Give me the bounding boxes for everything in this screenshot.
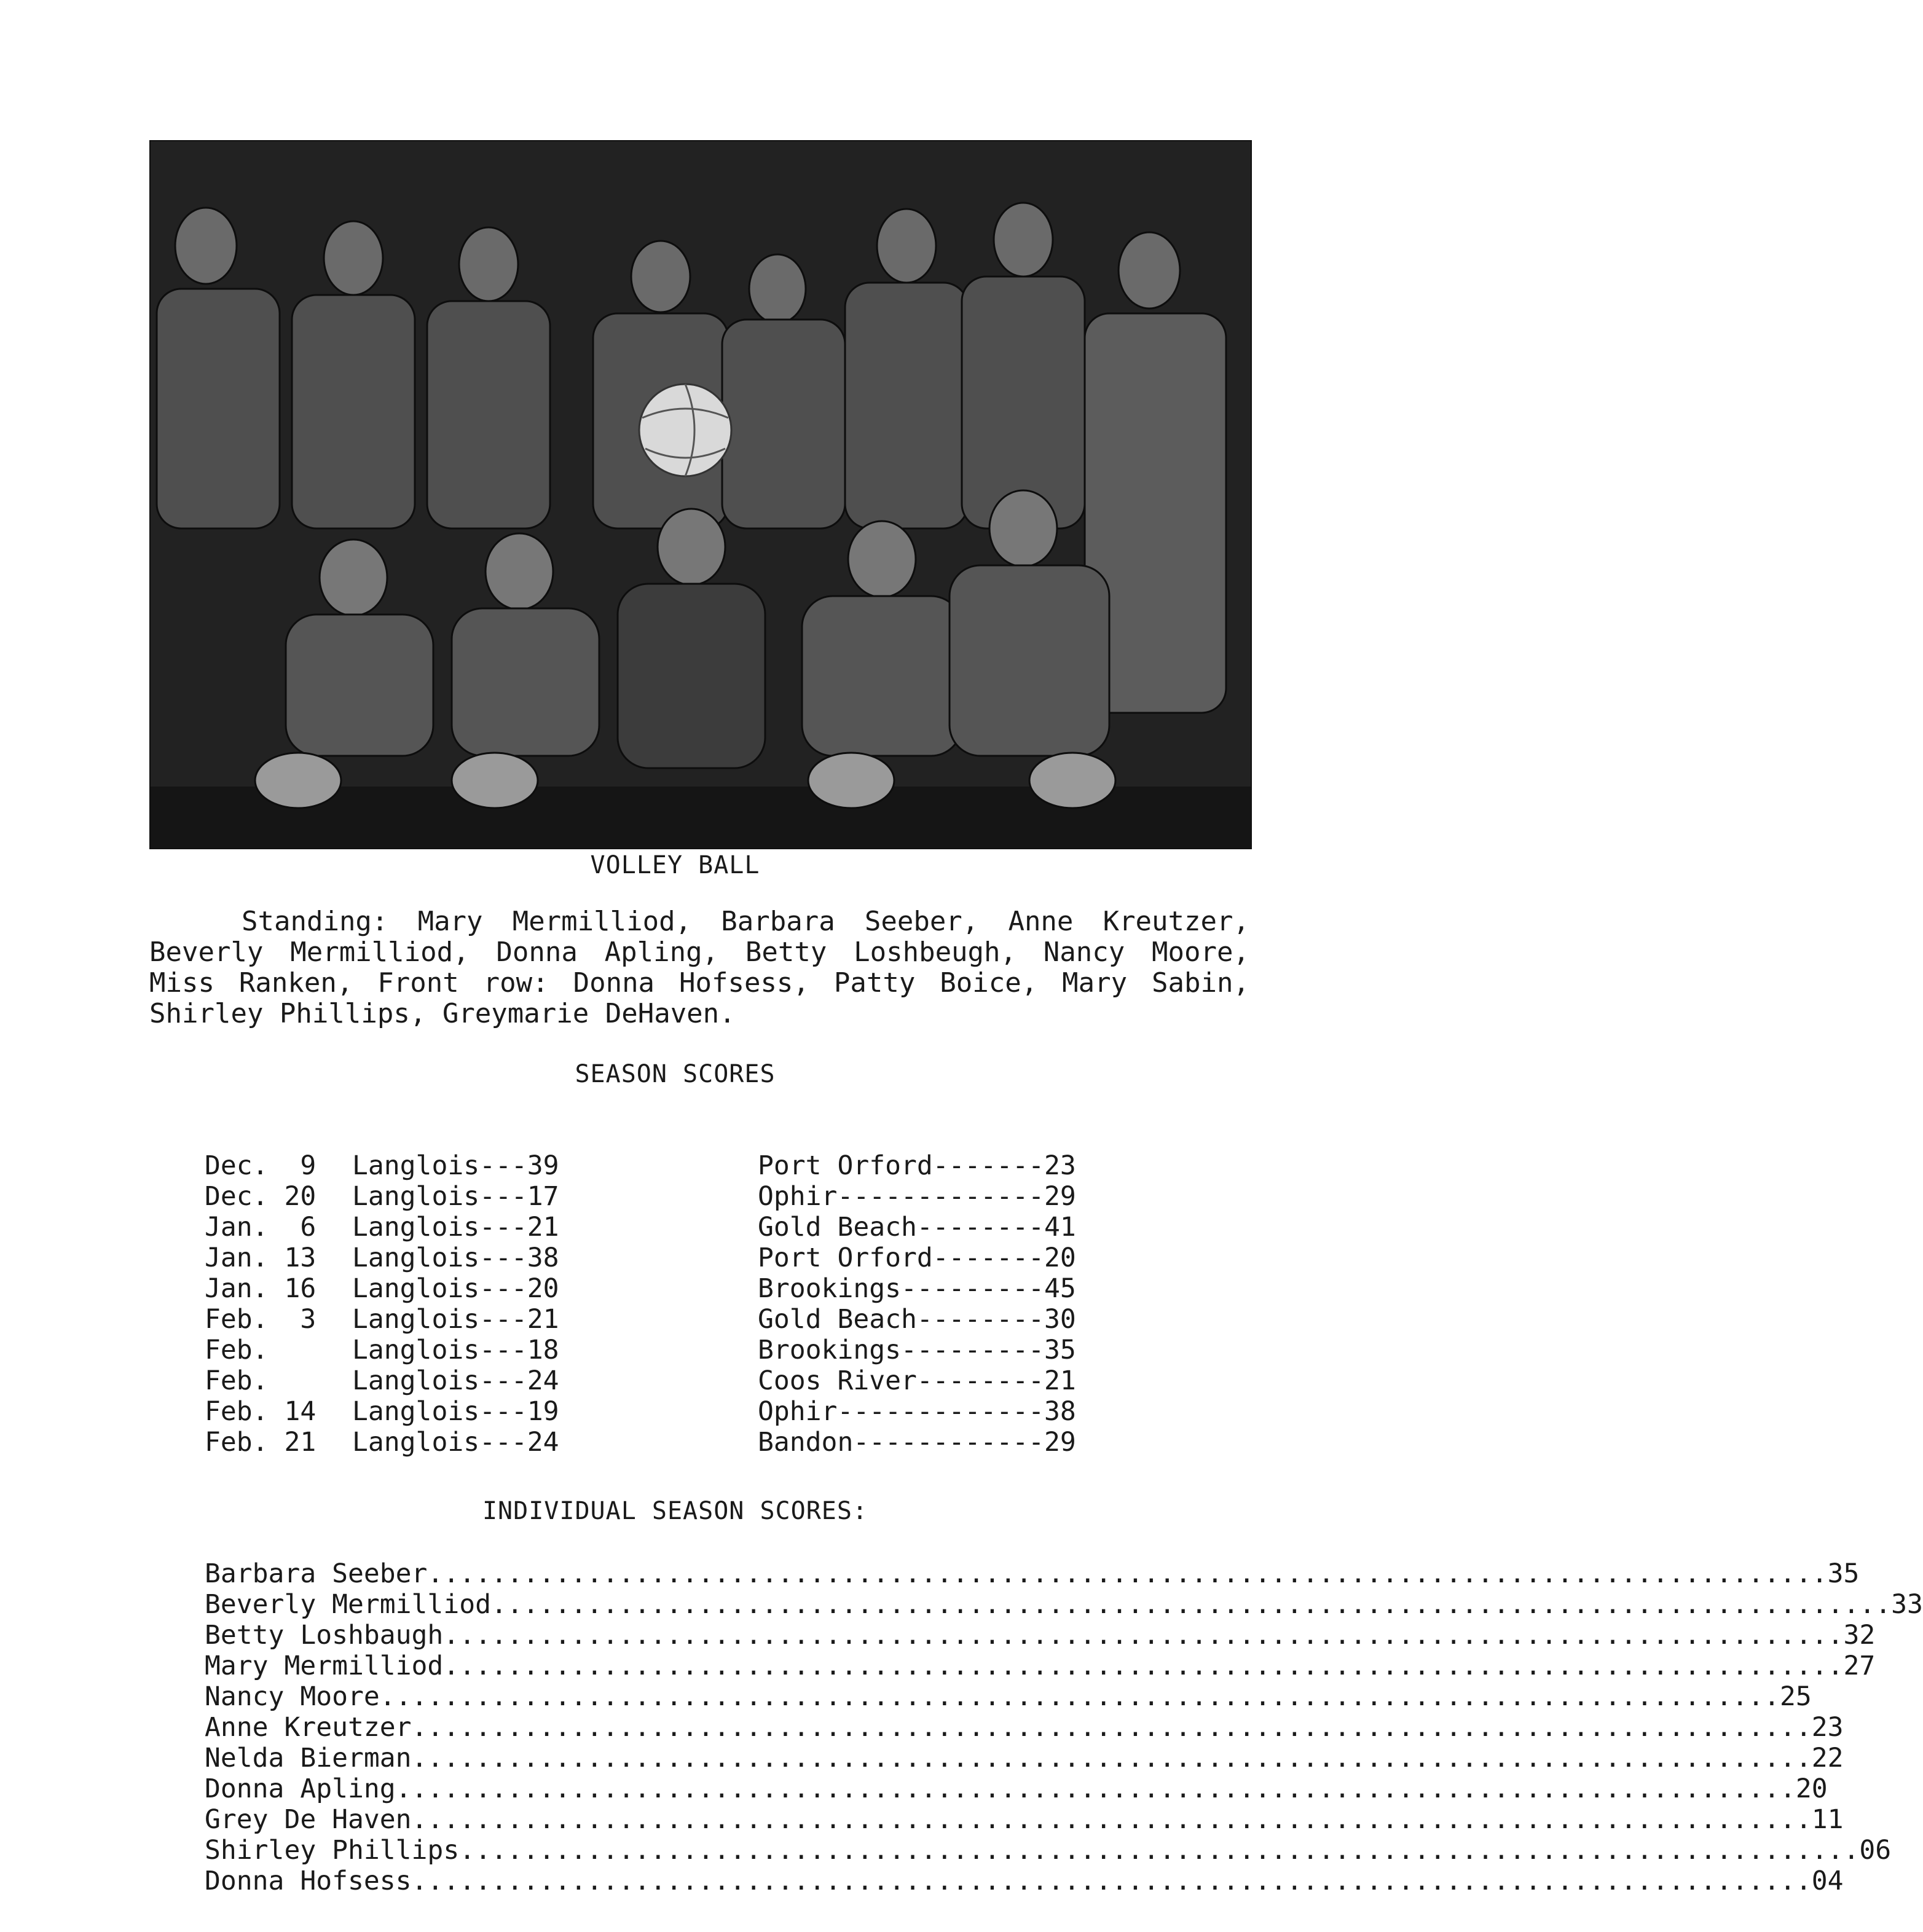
opponent-score-row (758, 1335, 1127, 1365)
player-name: Shirley Phillips (205, 1835, 460, 1866)
opponent-score-row (758, 1304, 1127, 1335)
langlois-score: Langlois---24 (352, 1427, 559, 1458)
list-item (205, 1589, 1923, 1620)
score-row (205, 1396, 592, 1427)
game-date: Feb. 21 (205, 1427, 317, 1458)
player-name: Donna Hofsess (205, 1866, 412, 1896)
langlois-score: Langlois---18 (352, 1335, 559, 1365)
list-item (205, 1804, 1844, 1835)
opponent-score: Brookings---------45 (758, 1273, 1076, 1304)
langlois-score: Langlois---19 (352, 1396, 559, 1427)
langlois-score: Langlois---17 (352, 1181, 559, 1212)
individual-scores-title: INDIVIDUAL SEASON SCORES: (482, 1497, 868, 1525)
opponent-score-row (758, 1273, 1127, 1304)
player-score: 20 (1795, 1773, 1828, 1804)
opponent-score: Brookings---------35 (758, 1335, 1076, 1365)
list-item (205, 1866, 1844, 1896)
leader-dots: ........................................................................................ (379, 1681, 1780, 1712)
opponent-score-row (758, 1181, 1127, 1212)
game-date: Feb. (205, 1335, 269, 1365)
score-row (205, 1304, 592, 1335)
player-score: 35 (1827, 1558, 1860, 1589)
opponent-score-row (758, 1212, 1127, 1243)
langlois-score: Langlois---21 (352, 1212, 559, 1243)
opponent-score: Port Orford-------23 (758, 1150, 1076, 1181)
score-row (205, 1243, 592, 1273)
langlois-score: Langlois---39 (352, 1150, 559, 1181)
team-names-text: Standing: Mary Mermilliod, Barbara Seeber, Anne Kreutzer, Beverly Mermilliod, Donna Apling, Betty Loshbeugh, Nancy Moore, Miss Ranken, Front row: Donna Hofsess, Patty Boice, Mary Sabin, Shirley Phillips, Greymarie DeHaven. (149, 906, 1249, 1029)
list-item (205, 1620, 1876, 1651)
list-item (205, 1743, 1844, 1773)
score-row (205, 1273, 592, 1304)
leader-dots: ........................................................................................ (459, 1835, 1860, 1866)
opponent-score: Bandon------------29 (758, 1427, 1076, 1458)
team-photo (149, 140, 1252, 849)
player-score: 22 (1811, 1743, 1844, 1773)
player-name: Anne Kreutzer (205, 1712, 412, 1743)
player-name: Beverly Mermilliod (205, 1589, 491, 1620)
leader-dots: ........................................................................................ (443, 1620, 1844, 1651)
game-date: Jan. 13 (205, 1243, 317, 1273)
leader-dots: ........................................................................................ (411, 1743, 1812, 1773)
opponent-score: Gold Beach--------30 (758, 1304, 1076, 1335)
player-name: Nancy Moore (205, 1681, 380, 1712)
langlois-score: Langlois---38 (352, 1243, 559, 1273)
leader-dots: ........................................................................................ (411, 1804, 1812, 1835)
photo-caption: VOLLEY BALL (590, 851, 760, 879)
score-row (205, 1212, 592, 1243)
player-score: 25 (1779, 1681, 1812, 1712)
opponent-score-row (758, 1243, 1127, 1273)
score-row (205, 1365, 592, 1396)
opponent-score-row (758, 1396, 1127, 1427)
list-item (205, 1712, 1844, 1743)
opponent-score-row (758, 1150, 1127, 1181)
leader-dots: ........................................................................................ (443, 1651, 1844, 1681)
player-name: Mary Mermilliod (205, 1651, 444, 1681)
player-score: 04 (1811, 1866, 1844, 1896)
list-item (205, 1681, 1812, 1712)
opponent-score: Ophir-------------29 (758, 1181, 1076, 1212)
leader-dots: ........................................................................................ (491, 1589, 1892, 1620)
player-name: Grey De Haven (205, 1804, 412, 1835)
langlois-scores-column (205, 1150, 592, 1458)
list-item (205, 1773, 1828, 1804)
player-score: 27 (1843, 1651, 1876, 1681)
game-date: Feb. 3 (205, 1304, 317, 1335)
leader-dots: ........................................................................................ (411, 1866, 1812, 1896)
list-item (205, 1835, 1892, 1866)
game-date: Jan. 16 (205, 1273, 317, 1304)
individual-scores-list (205, 1558, 1923, 1896)
opponent-score: Coos River--------21 (758, 1365, 1076, 1396)
player-score: 06 (1859, 1835, 1892, 1866)
list-item (205, 1558, 1860, 1589)
leader-dots: ........................................................................................ (395, 1773, 1796, 1804)
team-names-paragraph (149, 906, 1249, 1029)
player-name: Donna Apling (205, 1773, 396, 1804)
game-date: Dec. 20 (205, 1181, 317, 1212)
game-date: Feb. (205, 1365, 269, 1396)
opponent-score: Gold Beach--------41 (758, 1212, 1076, 1243)
team-photo-illustration (151, 141, 1251, 848)
player-score: 11 (1811, 1804, 1844, 1835)
opponent-scores-column (758, 1150, 1127, 1458)
player-name: Nelda Bierman (205, 1743, 412, 1773)
langlois-score: Langlois---24 (352, 1365, 559, 1396)
leader-dots: ........................................................................................ (411, 1712, 1812, 1743)
game-date: Jan. 6 (205, 1212, 317, 1243)
leader-dots: ........................................................................................ (427, 1558, 1828, 1589)
langlois-score: Langlois---20 (352, 1273, 559, 1304)
player-name: Barbara Seeber (205, 1558, 428, 1589)
player-score: 33 (1891, 1589, 1923, 1620)
score-row (205, 1427, 592, 1458)
opponent-score: Ophir-------------38 (758, 1396, 1076, 1427)
opponent-score-row (758, 1427, 1127, 1458)
opponent-score: Port Orford-------20 (758, 1243, 1076, 1273)
score-row (205, 1335, 592, 1365)
opponent-score-row (758, 1365, 1127, 1396)
langlois-score: Langlois---21 (352, 1304, 559, 1335)
list-item (205, 1651, 1876, 1681)
season-scores-title: SEASON SCORES (575, 1060, 776, 1088)
score-row (205, 1181, 592, 1212)
player-name: Betty Loshbaugh (205, 1620, 444, 1651)
score-row (205, 1150, 592, 1181)
player-score: 23 (1811, 1712, 1844, 1743)
game-date: Feb. 14 (205, 1396, 317, 1427)
game-date: Dec. 9 (205, 1150, 317, 1181)
player-score: 32 (1843, 1620, 1876, 1651)
